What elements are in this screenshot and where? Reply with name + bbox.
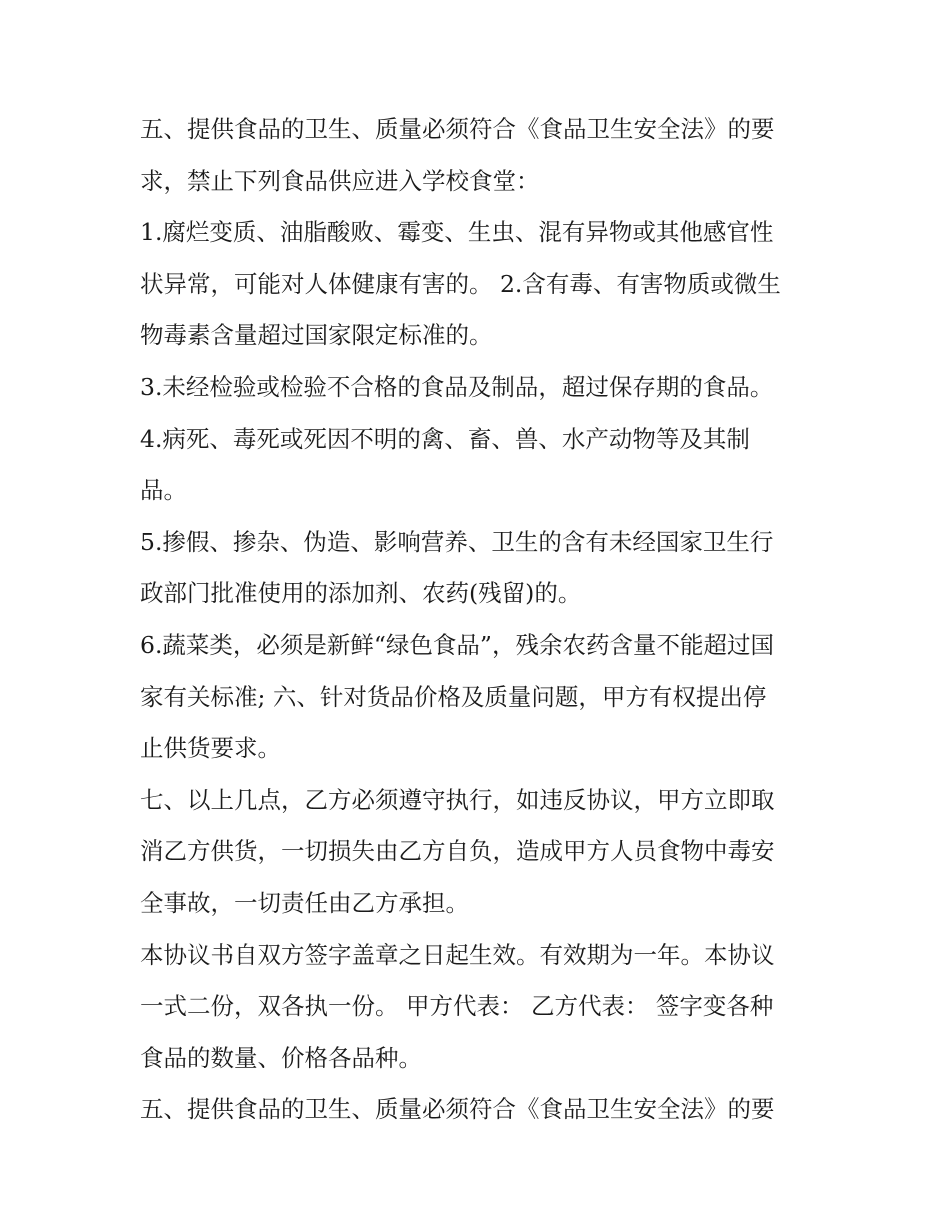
document-body: [140, 104, 820, 1136]
paragraph-section-five: 五、提供食品的卫生、质量必须符合《食品卫生安全法》的要 求，禁止下列食品供应进入学校食堂：: [140, 115, 775, 195]
paragraph-section-five-repeat: 五、提供食品的卫生、质量必须符合《食品卫生安全法》的要: [140, 1095, 775, 1124]
paragraph-item-3: 3.未经检验或检验不合格的食品及制品，超过保存期的食品。: [140, 372, 774, 401]
paragraph-item-4: 4.病死、毒死或死因不明的禽、畜、兽、水产动物等及其制 品。: [140, 424, 750, 505]
paragraph-agreement-terms: 本协议书自双方签字盖章之日起生效。有效期为一年。本协议 一式二份，双各执一份。 甲方代表： 乙方代表： 签字变各种 食品的数量、价格各品种。: [140, 940, 775, 1072]
paragraph-item-5: 5.掺假、掺杂、伪造、影响营养、卫生的含有未经国家卫生行 政部门批准使用的添加剂、农药(残留)的。: [140, 527, 774, 608]
paragraph-item-1-2: 1.腐烂变质、油脂酸败、霉变、生虫、混有异物或其他感官性 状异常，可能对人体健康有害的。 2.含有毒、有害物质或微生 物毒素含量超过国家限定标准的。: [140, 218, 781, 350]
paragraph-section-seven: 七、以上几点，乙方必须遵守执行，如违反协议，甲方立即取 消乙方供货，一切损失由乙方自负，造成甲方人员食物中毒安 全事故，一切责任由乙方承担。: [140, 785, 775, 917]
paragraph-item-6-section-six: 6.蔬菜类，必须是新鲜“绿色食品”，残余农药含量不能超过国 家有关标准; 六、针对货品价格及质量问题，甲方有权提出停 止供货要求。: [140, 630, 774, 763]
